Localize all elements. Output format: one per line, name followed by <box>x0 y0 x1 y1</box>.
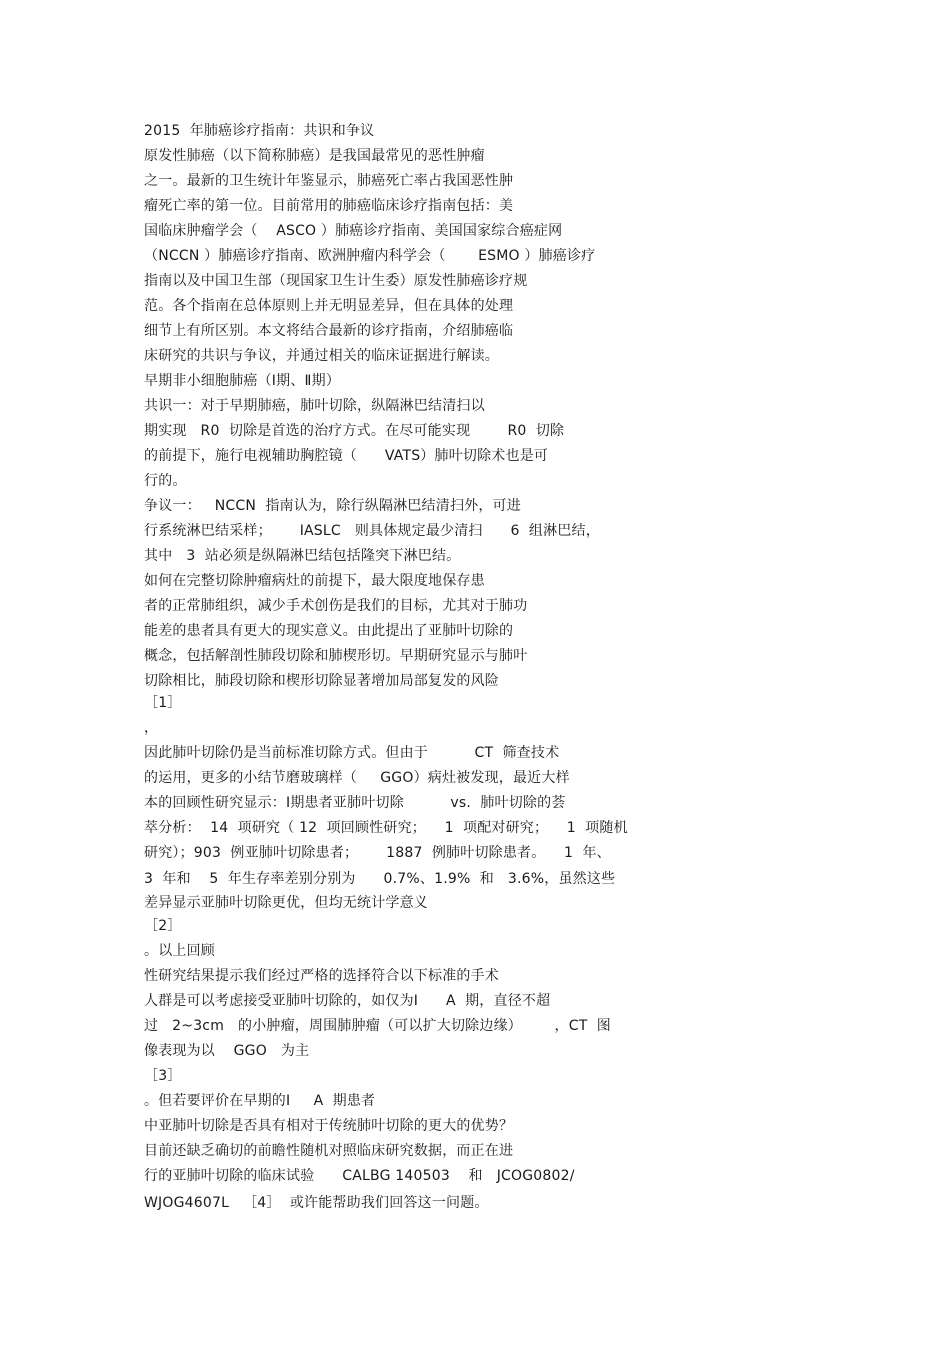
text-line: 争议一： NCCN 指南认为，除行纵隔淋巴结清扫外，可进 <box>144 498 521 514</box>
text-line: 。以上回顾 <box>144 943 215 959</box>
text-line: 萃分析： 14 项研究（ 12 项回顾性研究； 1 项配对研究； 1 项随机 <box>144 820 628 836</box>
citation-marker: ［1］ <box>144 695 182 711</box>
text-line: 的运用，更多的小结节磨玻璃样（ GGO）病灶被发现，最近大样 <box>144 770 570 786</box>
text-line: 性研究结果提示我们经过严格的选择符合以下标准的手术 <box>144 968 499 984</box>
citation-marker: ［2］ <box>144 918 182 934</box>
text-line: 期实现 R0 切除是首选的治疗方式。在尽可能实现 R0 切除 <box>144 423 565 439</box>
text-line: ， <box>144 720 159 736</box>
text-line: 目前还缺乏确切的前瞻性随机对照临床研究数据，而正在进 <box>144 1143 514 1159</box>
text-line: 行的。 <box>144 473 187 489</box>
text-line: 。但若要评价在早期的Ⅰ A 期患者 <box>144 1093 376 1109</box>
text-line: 共识一：对于早期肺癌，肺叶切除，纵隔淋巴结清扫以 <box>144 398 485 414</box>
text-line: 范。各个指南在总体原则上并无明显差异，但在具体的处理 <box>144 298 514 314</box>
text-line: 本的回顾性研究显示：Ⅰ期患者亚肺叶切除 vs. 肺叶切除的荟 <box>144 795 566 811</box>
text-line: 人群是可以考虑接受亚肺叶切除的，如仅为Ⅰ A 期，直径不超 <box>144 993 551 1009</box>
text-line: 行的亚肺叶切除的临床试验 CALBG 140503 和 JCOG0802/ <box>144 1168 575 1184</box>
text-line: 切除相比，肺段切除和楔形切除显著增加局部复发的风险 <box>144 673 499 689</box>
text-line: （NCCN ）肺癌诊疗指南、欧洲肿瘤内科学会（ ESMO ）肺癌诊疗 <box>144 248 596 264</box>
text-line: 之一。最新的卫生统计年鉴显示，肺癌死亡率占我国恶性肿 <box>144 173 514 189</box>
section-heading: 早期非小细胞肺癌（Ⅰ期、Ⅱ期） <box>144 373 341 389</box>
document-title: 2015 年肺癌诊疗指南：共识和争议 <box>144 123 375 139</box>
text-line: 过 2~3cm 的小肿瘤，周围肺肿瘤（可以扩大切除边缘） ，CT 图 <box>144 1018 611 1034</box>
text-line: 中亚肺叶切除是否具有相对于传统肺叶切除的更大的优势？ <box>144 1118 514 1134</box>
text-line: 原发性肺癌（以下简称肺癌）是我国最常见的恶性肿瘤 <box>144 148 485 164</box>
text-line: 差异显示亚肺叶切除更优，但均无统计学意义 <box>144 895 428 911</box>
citation-marker: ［3］ <box>144 1068 182 1084</box>
text-line: 国临床肿瘤学会（ ASCO ）肺癌诊疗指南、美国国家综合癌症网 <box>144 223 563 239</box>
text-line: 指南以及中国卫生部（现国家卫生计生委）原发性肺癌诊疗规 <box>144 273 528 289</box>
text-line: 3 年和 5 年生存率差别分别为 0.7%、1.9% 和 3.6%，虽然这些 <box>144 871 616 887</box>
text-line: 概念，包括解剖性肺段切除和肺楔形切。早期研究显示与肺叶 <box>144 648 528 664</box>
text-line: 其中 3 站必须是纵隔淋巴结包括隆突下淋巴结。 <box>144 548 461 564</box>
text-line: 床研究的共识与争议，并通过相关的临床证据进行解读。 <box>144 348 499 364</box>
text-line: 细节上有所区别。本文将结合最新的诊疗指南，介绍肺癌临 <box>144 323 514 339</box>
text-line: 能差的患者具有更大的现实意义。由此提出了亚肺叶切除的 <box>144 623 514 639</box>
text-line: WJOG4607L ［4］ 或许能帮助我们回答这一问题。 <box>144 1195 489 1211</box>
text-line: 如何在完整切除肿瘤病灶的前提下，最大限度地保存患 <box>144 573 485 589</box>
text-line: 的前提下，施行电视辅助胸腔镜（ VATS）肺叶切除术也是可 <box>144 448 549 464</box>
text-line: 瘤死亡率的第一位。目前常用的肺癌临床诊疗指南包括：美 <box>144 198 514 214</box>
text-line: 研究）；903 例亚肺叶切除患者； 1887 例肺叶切除患者。 1 年、 <box>144 845 611 861</box>
text-line: 像表现为以 GGO 为主 <box>144 1043 310 1059</box>
text-line: 因此肺叶切除仍是当前标准切除方式。但由于 CT 筛查技术 <box>144 745 560 761</box>
text-line: 者的正常肺组织，减少手术创伤是我们的目标，尤其对于肺功 <box>144 598 528 614</box>
text-line: 行系统淋巴结采样； IASLC 则具体规定最少清扫 6 组淋巴结， <box>144 523 600 539</box>
